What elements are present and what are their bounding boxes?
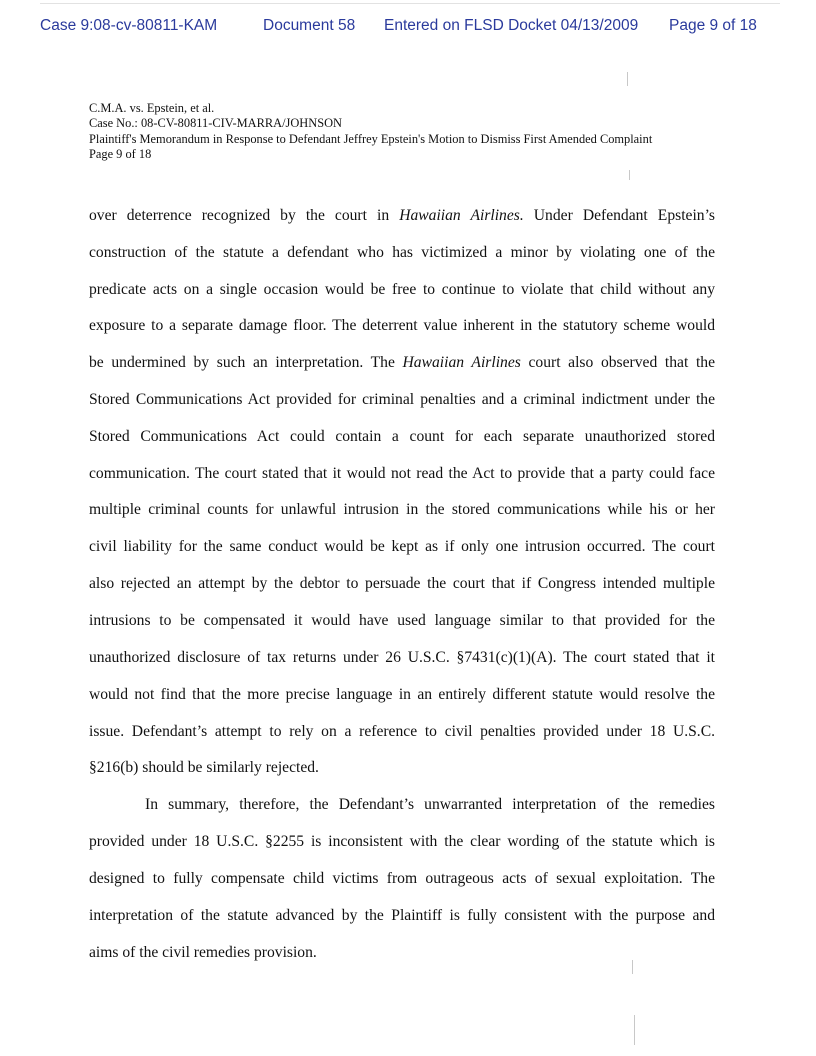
caption-header: [89, 101, 749, 163]
caption-case-no: Case No.: 08-CV-80811-CIV-MARRA/JOHNSON: [89, 116, 342, 131]
body-line: issue. Defendant’s attempt to rely on a reference to civil penalties provided under 18 U.S.C.: [89, 723, 715, 740]
docket-entry: Entered on FLSD Docket 04/13/2009: [384, 17, 639, 34]
caption-document-title: Plaintiff's Memorandum in Response to Defendant Jeffrey Epstein's Motion to Dismiss First Amended Complaint: [89, 131, 653, 146]
body-line: designed to fully compensate child victims from outrageous acts of sexual exploitation. The: [89, 870, 715, 887]
scan-artifact: [627, 72, 628, 86]
document-number: Document 58: [263, 17, 356, 34]
body-line: communication. The court stated that it would not read the Act to provide that a party could face: [89, 465, 715, 482]
body-line: multiple criminal counts for unlawful intrusion in the stored communications while his or her: [89, 501, 715, 518]
case-citation: Hawaiian Airlines.: [399, 207, 524, 224]
body-line: intrusions to be compensated it would have used language similar to that provided for the: [89, 612, 715, 629]
banner-page-number: Page 9 of 18: [669, 17, 757, 34]
body-line: Stored Communications Act provided for criminal penalties and a criminal indictment under the: [89, 391, 715, 408]
docket-banner: [0, 0, 816, 50]
body-line: construction of the statute a defendant who has victimized a minor by violating one of the: [89, 244, 715, 261]
body-line: be undermined by such an interpretation. The Hawaiian Airlines court also observed that the: [89, 354, 715, 371]
body-line: unauthorized disclosure of tax returns under 26 U.S.C. §7431(c)(1)(A). The court stated that it: [89, 649, 715, 666]
body-line: predicate acts on a single occasion would be free to continue to violate that child without any: [89, 281, 715, 298]
body-line: provided under 18 U.S.C. §2255 is inconsistent with the clear wording of the statute which is: [89, 833, 715, 850]
scan-artifact: [632, 960, 633, 974]
body-line: over deterrence recognized by the court in Hawaiian Airlines. Under Defendant Epstein’s: [89, 207, 715, 224]
caption-case-title: C.M.A. vs. Epstein, et al.: [89, 101, 215, 115]
body-line: interpretation of the statute advanced by the Plaintiff is fully consistent with the purpose and: [89, 907, 715, 924]
body-line: §216(b) should be similarly rejected.: [89, 759, 319, 776]
body-line: exposure to a separate damage floor. The deterrent value inherent in the statutory scheme would: [89, 317, 715, 334]
scan-artifact: [629, 170, 630, 180]
caption-page: Page 9 of 18: [89, 147, 152, 162]
body-line: also rejected an attempt by the debtor to persuade the court that if Congress intended multiple: [89, 575, 715, 592]
body-line: would not find that the more precise language in an entirely different statute would resolve the: [89, 686, 715, 703]
case-citation: Hawaiian Airlines: [402, 354, 521, 371]
case-number: Case 9:08-cv-80811-KAM: [40, 17, 218, 34]
scan-artifact: [634, 1015, 635, 1045]
body-line: civil liability for the same conduct would be kept as if only one intrusion occurred. The court: [89, 538, 715, 555]
body-line: aims of the civil remedies provision.: [89, 944, 317, 961]
body-line: Stored Communications Act could contain a count for each separate unauthorized stored: [89, 428, 715, 445]
body-line: In summary, therefore, the Defendant’s unwarranted interpretation of the remedies: [145, 796, 715, 813]
